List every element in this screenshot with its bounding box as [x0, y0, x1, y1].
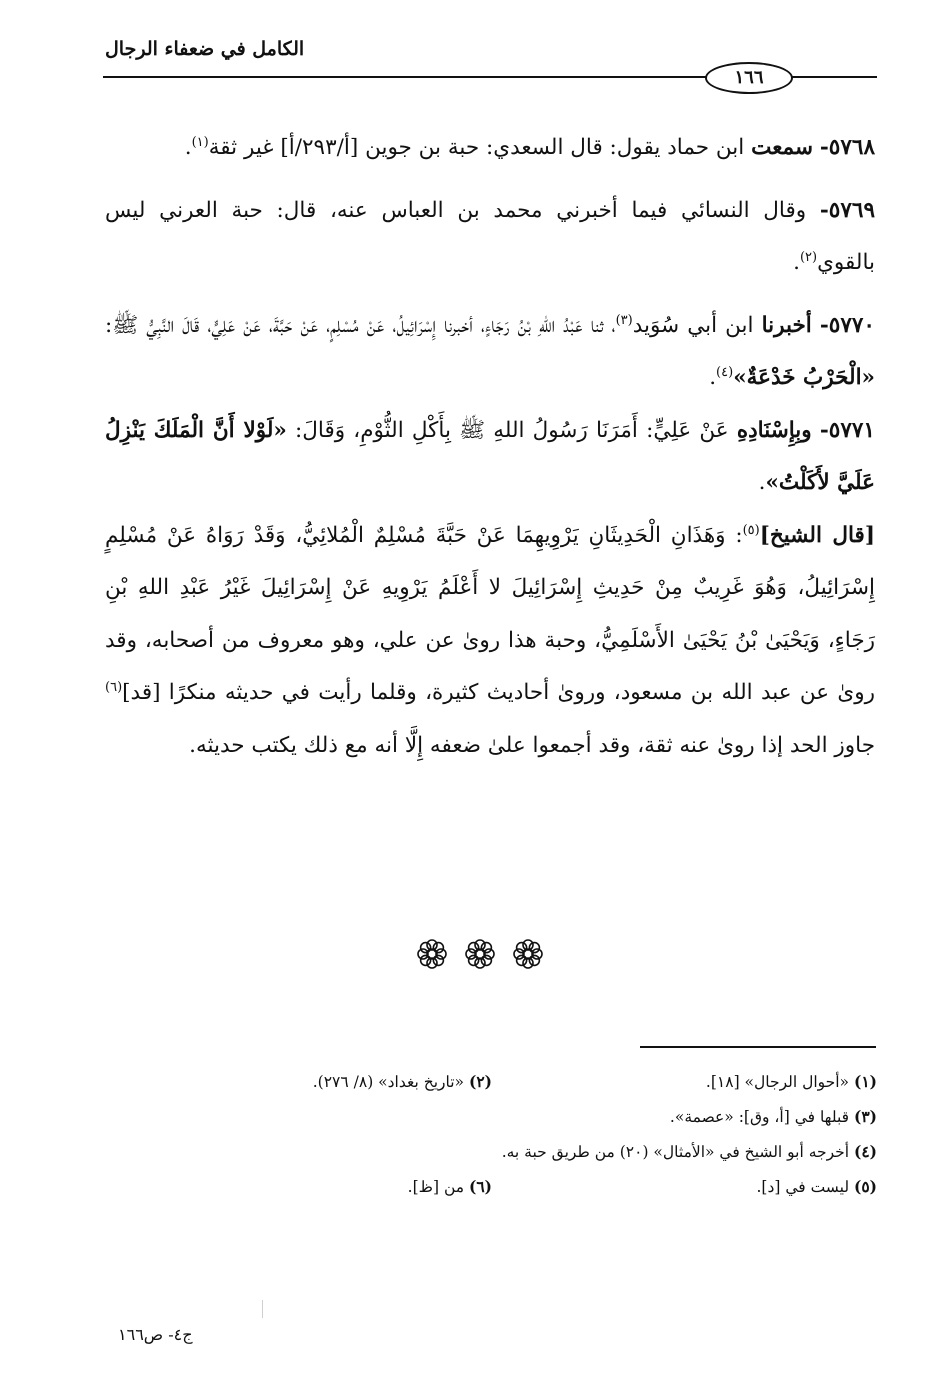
hadith-text: «لَوْلا أَنَّ الْمَلَكَ يَنْزِلُ عَلَيَّ لأَكَلْتُ»: [105, 417, 875, 495]
paragraph-5771: [105, 405, 875, 510]
footnote-text: «تاريخ بغداد» (٨/ ٢٧٦).: [312, 1073, 465, 1091]
paragraph-sheikh-comment: [105, 510, 875, 773]
entry-end: .: [758, 470, 766, 495]
entry-end: .: [184, 135, 192, 160]
sheikh-label: [قال الشيخ]: [759, 522, 875, 548]
hadith-text: «الْحَرْبُ خَدْعَةٌ»: [733, 365, 875, 390]
footnote-rule: [640, 1046, 876, 1048]
footnote-1: [492, 1064, 877, 1099]
footnote-number: (٢): [468, 1072, 492, 1091]
footnote-number: (١): [853, 1072, 877, 1091]
entry-text: : وَهَذَانِ الْحَدِيثَانِ يَرْوِيهِمَا عَنْ حَبَّةَ مُسْلِمٌ الْمُلائِيُّ، وَقَدْ رَوَاهُ عَنْ مُسْلِمٍ إِسْرَائِيلُ، وَهُوَ غَرِيبٌ مِنْ حَدِيثِ إِسْرَائِيلَ لا أَعْلَمُ يَرْوِيهِ عَنْ إِسْرَائِيلَ غَيْرُ عَبْدِ اللهِ بْنِ رَجَاءٍ، وَيَحْيَىٰ بْنُ يَحْيَىٰ الأَسْلَمِيُّ، وحبة هذا روىٰ عن علي، وهو معروف من أصحابه، وقد روىٰ عن عبد الله بن مسعود، وروىٰ أحاديث كثيرة، وقلما رأيت في حديثه منكرًا [قد]: [105, 522, 875, 705]
footnote-text: ليست في [د].: [756, 1178, 850, 1196]
footnote-ref[interactable]: (٦): [105, 679, 123, 695]
footnote-number: (٣): [853, 1107, 877, 1126]
footnotes: [105, 1064, 877, 1204]
book-title: الكامل في ضعفاء الرجال: [105, 38, 305, 60]
entry-text: جاوز الحد إذا روىٰ عنه ثقة، وقد أجمعوا علىٰ ضعفه إِلَّا أنه مع ذلك يكتب حديثه.: [189, 732, 875, 758]
flower-ornament-icon: [415, 937, 449, 971]
footnote-6: [107, 1169, 492, 1204]
footnote-3: [670, 1099, 877, 1134]
entry-number: ٥٧٧١-: [819, 417, 875, 443]
footnote-5: [492, 1169, 877, 1204]
footnote-ref[interactable]: (٢): [799, 249, 818, 265]
footnote-number: (٦): [468, 1177, 492, 1196]
entry-number: ٥٧٦٨-: [819, 135, 875, 160]
footnote-ref[interactable]: (٥): [742, 522, 760, 538]
entry-end: .: [709, 365, 717, 390]
footnote-4: [502, 1134, 877, 1169]
footnote-row: [105, 1169, 877, 1204]
entry-keyword: سمعت: [751, 135, 814, 160]
main-text: [105, 122, 875, 782]
footnote-text: أخرجه أبو الشيخ في «الأمثال» (٢٠) من طريق حبة به.: [501, 1143, 850, 1161]
paragraph-5770: [105, 300, 875, 405]
entry-text: ، ثنا عَبْدُ اللهِ بْنُ رَجَاءٍ، أخبرنا إِسْرَائِيلُ، عَنْ مُسْلِمٍ، عَنْ حَبَّةَ، عَنْ عَلِيٍّ، قَالَ النَّبِيُّ ﷺ:: [105, 312, 616, 338]
entry-number: ٥٧٦٩-: [819, 197, 875, 223]
entry-keyword: وبِإِسْنَادِهِ: [736, 417, 812, 443]
page-number: ١٦٦: [734, 67, 764, 88]
footnote-ref[interactable]: (٣): [615, 312, 633, 328]
flower-ornament-icon: [463, 937, 497, 971]
paragraph-5768: [105, 122, 875, 175]
footnote-ref[interactable]: (١): [191, 134, 209, 150]
paragraph-5769: [105, 185, 875, 290]
page-reference: ج٤- ص١٦٦: [118, 1325, 193, 1344]
entry-number: ٥٧٧٠-: [819, 312, 875, 338]
footnote-row: [105, 1099, 877, 1134]
footnote-row: [105, 1064, 877, 1099]
entry-text: ابن أبي سُوَيد: [632, 312, 754, 338]
flower-ornament-icon: [511, 937, 545, 971]
entry-text: وقال النسائي فيما أخبرني محمد بن العباس عنه، قال: حبة العرني ليس بالقوي: [105, 197, 875, 275]
footnote-ref[interactable]: (٤): [716, 364, 734, 380]
scan-mark: [262, 1300, 263, 1318]
footnote-text: «أحوال الرجال» [١٨].: [705, 1073, 850, 1091]
footnote-text: من [ظ].: [407, 1178, 465, 1196]
page-number-badge: [705, 62, 793, 94]
entry-text: عَنْ عَلِيٍّ: أَمَرَنَا رَسُولُ اللهِ ﷺ بِأَكْلِ الثُّوْمِ، وَقَالَ:: [295, 417, 729, 443]
footnote-number: (٤): [853, 1142, 877, 1161]
entry-keyword: أخبرنا: [761, 312, 812, 338]
entry-end: .: [793, 250, 800, 275]
footnote-2: [107, 1064, 492, 1099]
section-divider: [415, 934, 545, 974]
footnote-text: قبلها في [أ، وق]: «عصمة».: [669, 1108, 850, 1126]
footnote-number: (٥): [853, 1177, 877, 1196]
entry-text: ابن حماد يقول: قال السعدي: حبة بن جوين [أ/٢٩٣/أ] غير ثقة: [208, 135, 745, 160]
footnote-row: [105, 1134, 877, 1169]
